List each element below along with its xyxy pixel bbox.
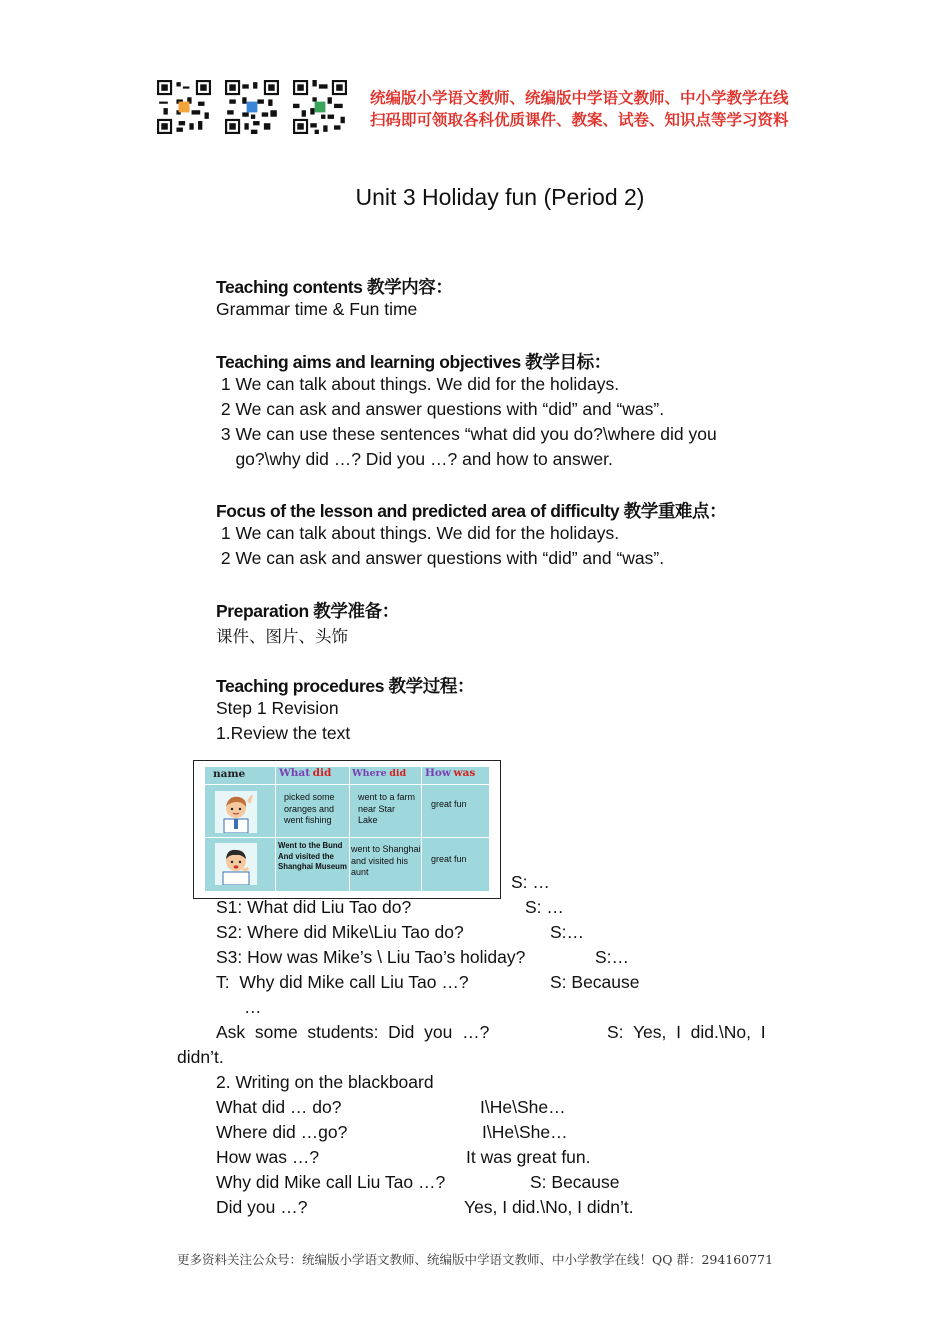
focus-heading: Focus of the lesson and predicted area of difficulty 教学重难点： <box>216 501 727 521</box>
promo-banner <box>370 87 789 131</box>
board-answer: I\He\She… <box>480 1097 566 1117</box>
board-answer: It was great fun. <box>466 1147 591 1167</box>
contents-body: Grammar time & Fun time <box>216 299 418 319</box>
row2-what: Went to the Bund And visited the Shanghai Museum <box>278 841 347 871</box>
row1-where: went to a farm near Star Lake <box>358 792 416 825</box>
page-title: Unit 3 Holiday fun (Period 2) <box>355 184 645 210</box>
board-question: How was …? <box>216 1147 320 1167</box>
header-where: Where did <box>352 768 407 779</box>
qr-code-2 <box>225 80 279 134</box>
focus-item: 1 We can talk about things. We did for the holidays. <box>216 523 620 543</box>
board-question: Where did …go? <box>216 1122 348 1142</box>
board-question: Why did Mike call Liu Tao …? <box>216 1172 446 1192</box>
row2-where: went to Shanghai and visited his aunt <box>351 844 421 877</box>
mike-avatar <box>215 791 257 833</box>
aims-item: 2 We can ask and answer questions with “did” and “was”. <box>216 399 665 419</box>
page-footer: 更多资料关注公众号：统编版小学语文教师、统编版中学语文教师、中小学教学在线！QQ 群：294160771 <box>176 1252 774 1267</box>
ask-students-answer-cont: didn’t. <box>177 1047 224 1067</box>
contents-heading: Teaching contents 教学内容： <box>216 277 453 297</box>
dialog-answer: S: … <box>525 897 564 917</box>
board-question: What did … do? <box>216 1097 342 1117</box>
aims-heading: Teaching aims and learning objectives 教学目标： <box>216 352 611 372</box>
review-label: 1.Review the text <box>216 723 351 743</box>
procedures-heading: Teaching procedures 教学过程： <box>216 676 475 696</box>
review-table-image <box>193 760 501 899</box>
row1-what: picked some oranges and went fishing <box>284 792 335 825</box>
banner-line-2: 扫码即可领取各科优质课件、教案、试卷、知识点等学习资料 <box>370 111 789 129</box>
preparation-heading: Preparation 教学准备： <box>216 601 399 621</box>
review-table <box>205 767 489 891</box>
header-how: How was <box>425 767 476 779</box>
preparation-body: 课件、图片、头饰 <box>216 627 348 646</box>
row2-how: great fun <box>431 854 467 864</box>
dialog-question: S1: What did Liu Tao do? <box>216 897 412 917</box>
banner-line-1: 统编版小学语文教师、统编版中学语文教师、中小学教学在线 <box>370 89 789 107</box>
qr-code-3 <box>293 80 347 134</box>
aims-item: 1 We can talk about things. We did for the holidays. <box>216 374 620 394</box>
board-answer: I\He\She… <box>482 1122 568 1142</box>
dialog-answer: S:… <box>550 922 585 942</box>
focus-item: 2 We can ask and answer questions with “did” and “was”. <box>216 548 665 568</box>
board-answer: S: Because <box>530 1172 620 1192</box>
header-what: What did <box>279 767 332 779</box>
ask-students-answer: S: Yes, I did.\No, I <box>607 1022 766 1042</box>
board-answer: Yes, I did.\No, I didn’t. <box>464 1197 634 1217</box>
writing-heading: 2. Writing on the blackboard <box>216 1072 434 1092</box>
dialog-question: S2: Where did Mike\Liu Tao do? <box>216 922 464 942</box>
dialog-question: T: Why did Mike call Liu Tao …? <box>216 972 469 992</box>
board-question: Did you …? <box>216 1197 308 1217</box>
dialog-question: S3: How was Mike’s \ Liu Tao’s holiday? <box>216 947 526 967</box>
because-continuation: … <box>244 997 262 1017</box>
liu-tao-avatar <box>215 843 257 885</box>
header-name: name <box>213 768 246 780</box>
answer-after-table: S: … <box>511 872 550 892</box>
step1-label: Step 1 Revision <box>216 698 339 718</box>
row1-how: great fun <box>431 799 467 809</box>
ask-students-question: Ask some students: Did you …? <box>216 1022 490 1042</box>
aims-item: 3 We can use these sentences “what did you do?\where did you <box>216 424 717 444</box>
aims-item: go?\why did …? Did you …? and how to answer. <box>216 449 613 469</box>
dialog-answer: S:… <box>595 947 630 967</box>
dialog-answer: S: Because <box>550 972 640 992</box>
qr-code-1 <box>157 80 211 134</box>
